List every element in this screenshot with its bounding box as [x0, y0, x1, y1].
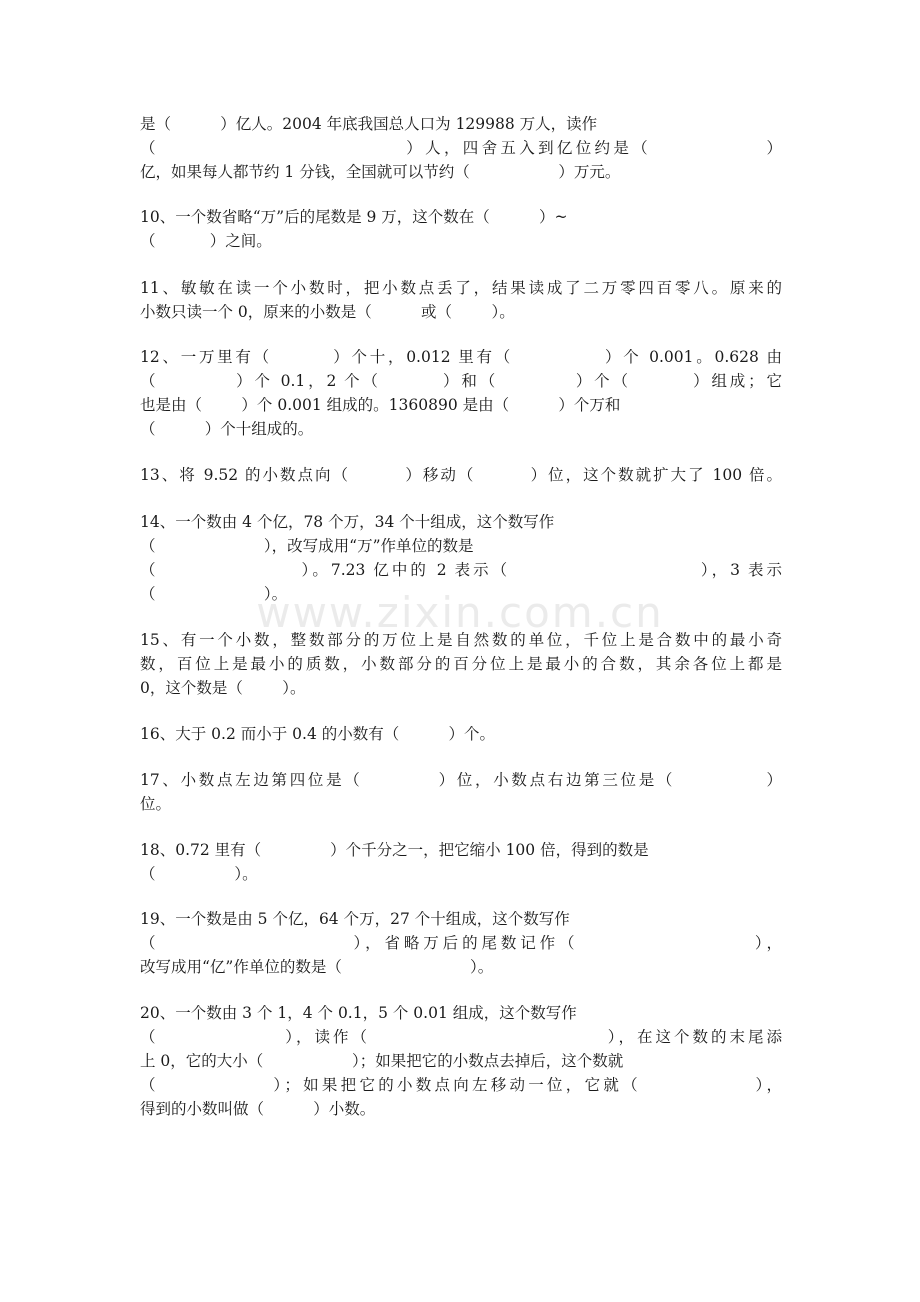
question-line: （ ），改写成用“万”作单位的数是: [140, 537, 474, 555]
question-line: 亿，如果每人都节约 1 分钱，全国就可以节约（ ）万元。: [140, 163, 621, 181]
question-q11: [140, 276, 782, 324]
question-q10: [140, 205, 782, 253]
question-q12: [140, 345, 782, 441]
question-q18: [140, 838, 782, 886]
question-q16: [140, 722, 782, 746]
question-line: （ ）个 0.1，2 个（ ）和（ ）个（ ）组成；它: [140, 372, 782, 390]
question-line: 得到的小数叫做（ ）小数。: [140, 1100, 376, 1118]
question-line: 是（ ）亿人。2004 年底我国总人口为 129988 万人，读作: [140, 115, 598, 133]
question-line: 12、一万里有（ ）个十，0.012 里有（ ）个 0.001。0.628 由: [140, 348, 782, 366]
question-line: （ ）；如果把它的小数点向左移动一位，它就（ ），: [140, 1076, 782, 1094]
question-line: 小数只读一个 0，原来的小数是（ 或（ ）。: [140, 303, 515, 321]
question-line: （ ）。7.23 亿中的 2 表示（ ），3 表示: [140, 561, 782, 579]
question-line: （ ）。: [140, 585, 288, 603]
question-line: （ ），省略万后的尾数记作（ ），: [140, 934, 782, 952]
question-line: 14、一个数由 4 个亿，78 个万，34 个十组成，这个数写作: [140, 513, 555, 531]
question-line: 改写成用“亿”作单位的数是（ ）。: [140, 958, 494, 976]
question-q17: [140, 768, 782, 816]
question-line: （ ）之间。: [140, 232, 272, 250]
watermark: www.zixin.com.cn: [256, 588, 664, 637]
question-line: 位。: [140, 795, 172, 813]
question-line: 数，百位上是最小的质数，小数部分的百分位上是最小的合数，其余各位上都是: [140, 655, 782, 673]
question-line: 11、敏敏在读一个小数时，把小数点丢了，结果读成了二万零四百零八。原来的: [140, 279, 782, 297]
question-line: 10、一个数省略“万”后的尾数是 9 万，这个数在（ ）~: [140, 208, 568, 226]
question-line: 18、0.72 里有（ ）个千分之一，把它缩小 100 倍，得到的数是: [140, 841, 649, 859]
question-q19: [140, 907, 782, 979]
question-line: 也是由（ ）个 0.001 组成的。1360890 是由（ ）个万和: [140, 396, 621, 414]
question-q9_cont: [140, 112, 782, 184]
question-line: 上 0，它的大小（ ）；如果把它的小数点去掉后，这个数就: [140, 1052, 624, 1070]
question-line: 15、有一个小数，整数部分的万位上是自然数的单位，千位上是合数中的最小奇: [140, 631, 782, 649]
question-line: 13、将 9.52 的小数点向（ ）移动（ ）位，这个数就扩大了 100 倍。: [140, 466, 782, 484]
question-q13: [140, 463, 782, 487]
question-q20: [140, 1001, 782, 1121]
question-q14: [140, 510, 782, 606]
question-line: （ ）个十组成的。: [140, 420, 314, 438]
question-line: （ ）。: [140, 865, 258, 883]
question-line: 16、大于 0.2 而小于 0.4 的小数有（ ）个。: [140, 725, 496, 743]
question-q15: [140, 628, 782, 700]
question-line: 17、小数点左边第四位是（ ）位，小数点右边第三位是（ ）: [140, 771, 782, 789]
question-line: 0，这个数是（ ）。: [140, 679, 306, 697]
question-line: （ ）人，四舍五入到亿位约是（ ）: [140, 139, 782, 157]
question-line: 19、一个数是由 5 个亿，64 个万，27 个十组成，这个数写作: [140, 910, 570, 928]
question-line: （ ），读作（ ），在这个数的末尾添: [140, 1028, 782, 1046]
question-line: 20、一个数由 3 个 1，4 个 0.1，5 个 0.01 组成，这个数写作: [140, 1004, 577, 1022]
